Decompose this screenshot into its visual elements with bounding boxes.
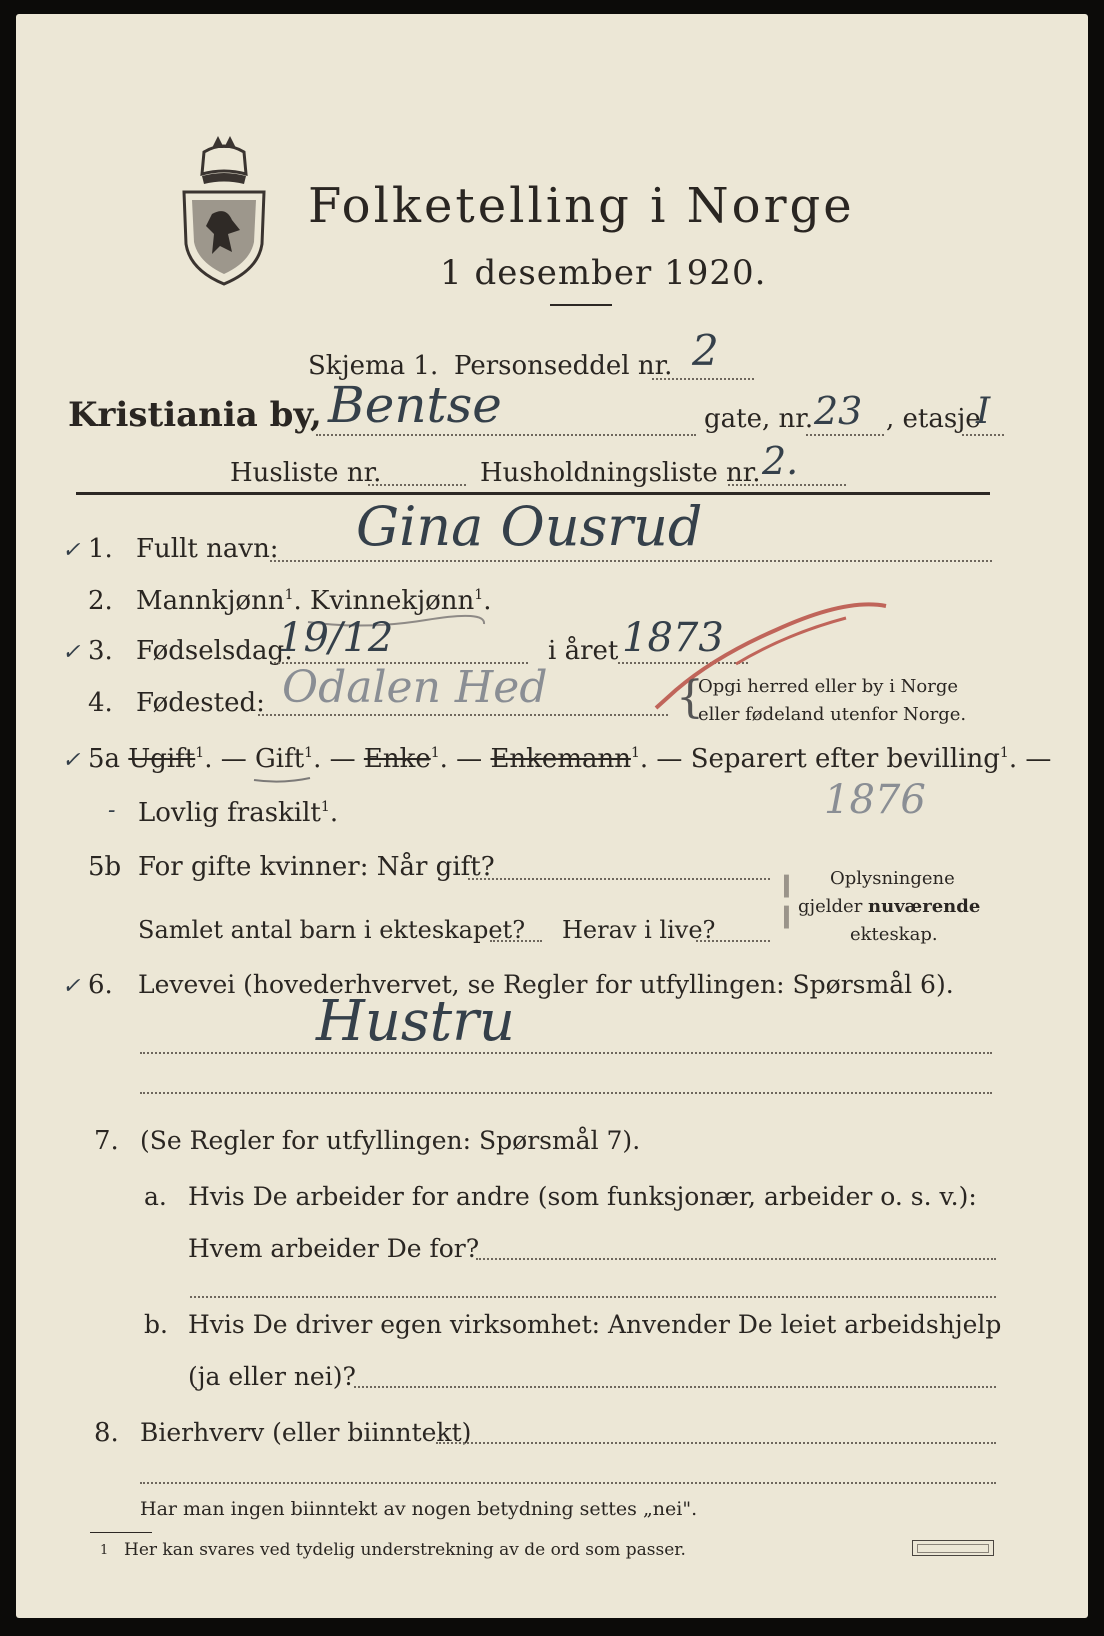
q6-line-2 bbox=[140, 1092, 992, 1094]
census-form bbox=[16, 14, 1088, 1618]
q3-year: 1873 bbox=[622, 615, 724, 661]
q8-number: 8. bbox=[94, 1418, 119, 1448]
q8-line-2 bbox=[140, 1482, 996, 1484]
husholdning-value: 2. bbox=[762, 439, 799, 483]
q6-value: Hustru bbox=[316, 989, 515, 1054]
q3-label: Fødselsdag: bbox=[136, 636, 293, 666]
q5b-live-line bbox=[696, 940, 770, 942]
husholdning-line bbox=[728, 484, 846, 486]
q5b-label: For gifte kvinner: Når gift? bbox=[138, 852, 495, 882]
check-mark: ✓ bbox=[62, 640, 81, 665]
q5a-separert: Separert efter bevilling bbox=[690, 744, 1000, 774]
city-label: Kristiania by, bbox=[68, 395, 322, 435]
schema-label: Skjema 1. bbox=[308, 351, 439, 381]
footnote-number: 1 bbox=[100, 1543, 109, 1558]
q4-note-2: eller fødeland utenfor Norge. bbox=[698, 704, 967, 725]
dash-mark: - bbox=[108, 798, 116, 823]
q5a-enke: Enke bbox=[363, 744, 431, 774]
q7a-line-2 bbox=[190, 1296, 996, 1298]
footnote-text: Her kan svares ved tydelig understrekning av de ord som passer. bbox=[124, 1540, 686, 1560]
q5b-barn: Samlet antal barn i ekteskapet? bbox=[138, 916, 526, 944]
q8-line-1 bbox=[436, 1442, 996, 1444]
check-mark: ✓ bbox=[62, 538, 81, 563]
q6-line-1 bbox=[140, 1052, 992, 1054]
q5b-note-3: ekteskap. bbox=[850, 924, 938, 945]
q5a-row: 5a Ugift$^1$. — Gift$^1$. — Enke$^1$. — Enkemann$^1$. — Separert efter bevilling$^1$. — bbox=[88, 744, 1052, 774]
q5a-fraskilt: Lovlig fraskilt bbox=[138, 798, 321, 828]
gate-nr-value: 23 bbox=[814, 389, 863, 433]
note-nei: Har man ingen biinntekt av nogen betydning settes „nei". bbox=[140, 1498, 698, 1520]
q5b-note-1: Oplysningene bbox=[830, 868, 955, 889]
q3-year-label: i året bbox=[548, 636, 619, 666]
q4-bracket: { bbox=[676, 672, 704, 723]
q7a-sub: Hvem arbeider De for? bbox=[188, 1234, 480, 1263]
form-title: Folketelling i Norge bbox=[308, 178, 855, 234]
q4-value: Odalen Hed bbox=[282, 662, 548, 713]
personseddel-value: 2 bbox=[692, 326, 719, 375]
q8-label: Bierhverv (eller biinntekt) bbox=[140, 1418, 472, 1447]
q5b-live: Herav i live? bbox=[562, 916, 716, 944]
etasje-line bbox=[962, 434, 1004, 436]
q5a-gift: Gift bbox=[254, 744, 305, 774]
personseddel-label: Personseddel nr. bbox=[454, 351, 673, 381]
q7a-letter: a. bbox=[144, 1182, 167, 1211]
husliste-line bbox=[368, 484, 466, 486]
q1-value: Gina Ousrud bbox=[356, 495, 703, 558]
husliste-label: Husliste nr. bbox=[230, 458, 382, 488]
q7-number: 7. bbox=[94, 1126, 119, 1156]
census-date: 1 desember 1920. bbox=[440, 253, 767, 293]
check-mark: ✓ bbox=[62, 974, 81, 999]
etasje-label: , etasje bbox=[886, 404, 981, 434]
q1-label: Fullt navn: bbox=[136, 534, 279, 564]
q5a-gift-underline bbox=[252, 774, 312, 786]
q4-label: Fødested: bbox=[136, 688, 265, 718]
q5a-ugift: Ugift bbox=[128, 744, 196, 774]
title-divider bbox=[550, 304, 612, 306]
q7a-label: Hvis De arbeider for andre (som funksjonær, arbeider o. s. v.): bbox=[188, 1182, 977, 1211]
q6-number: 6. bbox=[88, 970, 113, 1000]
footnote-rule bbox=[90, 1532, 152, 1533]
q5a-enkemann: Enkemann bbox=[490, 744, 631, 774]
q5b-note-2: gjelder nuværende bbox=[798, 896, 981, 917]
q2-male: Mannkjønn bbox=[136, 586, 285, 616]
q7a-line-1 bbox=[476, 1258, 996, 1260]
q4-note-1: Opgi herred eller by i Norge bbox=[698, 676, 959, 697]
q5b-bracket: ¦ bbox=[776, 860, 797, 933]
q4-line bbox=[258, 714, 668, 716]
q7b-letter: b. bbox=[144, 1310, 168, 1339]
gate-nr-line bbox=[806, 434, 884, 436]
coat-of-arms-icon bbox=[182, 134, 266, 286]
personseddel-line bbox=[652, 378, 754, 380]
q6-label: Levevei (hovederhvervet, se Regler for utfyllingen: Spørsmål 6). bbox=[138, 970, 954, 999]
husholdning-label: Husholdningsliste nr. bbox=[480, 458, 761, 488]
q5b-barn-line bbox=[490, 940, 542, 942]
q3-number: 3. bbox=[88, 636, 113, 666]
street-line bbox=[316, 434, 696, 436]
q1-number: 1. bbox=[88, 534, 113, 564]
q5b-married-line bbox=[468, 878, 770, 880]
q4-number: 4. bbox=[88, 688, 113, 718]
q7b-line bbox=[354, 1386, 996, 1388]
check-mark: ✓ bbox=[62, 748, 81, 773]
q5a-number: 5a bbox=[88, 744, 121, 774]
q2-number: 2. bbox=[88, 586, 113, 616]
q1-line bbox=[270, 560, 992, 562]
q2-female: Kvinnekjønn bbox=[310, 586, 475, 616]
gate-label: gate, nr. bbox=[704, 404, 814, 434]
etasje-value: I bbox=[976, 391, 991, 432]
q5b-number: 5b bbox=[88, 852, 122, 882]
q2-options: Mannkjønn$^1$. Kvinnekjønn$^1$. bbox=[136, 586, 492, 616]
q7b-sub: (ja eller nei)? bbox=[188, 1362, 356, 1391]
q3-day: 19/12 bbox=[278, 615, 394, 661]
street-value: Bentse bbox=[328, 376, 502, 434]
q5a-year: 1876 bbox=[824, 777, 926, 823]
q5a-fraskilt-row: Lovlig fraskilt$^1$. bbox=[138, 798, 339, 828]
q7b-label: Hvis De driver egen virksomhet: Anvender De leiet arbeidshjelp bbox=[188, 1310, 1002, 1339]
printer-stamp bbox=[912, 1540, 994, 1556]
q7-label: (Se Regler for utfyllingen: Spørsmål 7). bbox=[140, 1126, 641, 1155]
